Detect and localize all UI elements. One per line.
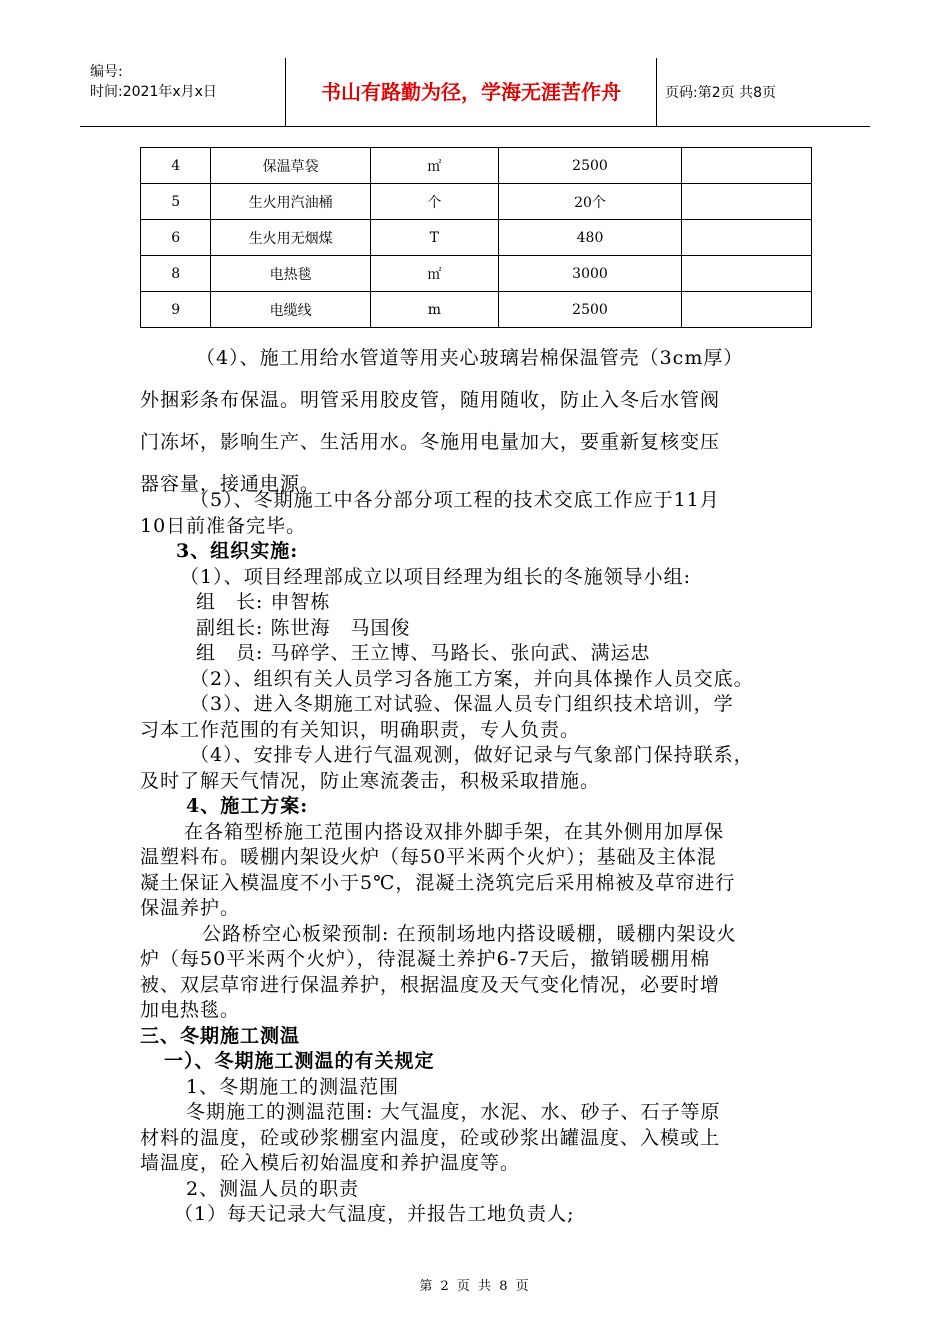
table-cell-note <box>682 148 812 184</box>
text-line: 外捆彩条布保温。明管采用胶皮管，随用随收，防止入冬后水管阀 <box>140 389 721 411</box>
header-page-number: 页码:第2页 共8页 <box>665 85 776 101</box>
page-header <box>80 58 870 127</box>
text-line: 习本工作范围的有关知识，明确职责，专人负责。 <box>140 718 581 741</box>
text-line: （4）、安排专人进行气温观测，做好记录与气象部门保持联系， <box>190 744 754 766</box>
text-line: 墙温度，砼入模后初始温度和养护温度等。 <box>140 1152 521 1174</box>
table-row <box>141 148 812 184</box>
table-cell-qty: 20个 <box>498 184 682 220</box>
section-heading-construction-plan: 4、施工方案: <box>186 795 309 817</box>
text-line: 公路桥空心板梁预制: 在预制场地内搭设暖棚，暖棚内架设火 <box>202 922 737 945</box>
page-footer: 第 2 页 共 8 页 <box>419 1279 531 1294</box>
text-line: （4）、施工用给水管道等用夹心玻璃岩棉保温管壳（3cm厚） <box>196 347 744 369</box>
text-line: 组 员: 马碎学、王立博、马路长、张向武、满运忠 <box>196 642 651 664</box>
text-line: 温塑料布。暖棚内架设火炉（每50平米两个火炉）；基础及主体混 <box>140 846 717 868</box>
text-line: 材料的温度，砼或砂浆棚室内温度，砼或砂浆出罐温度、入模或上 <box>140 1126 721 1149</box>
table-cell-unit: ㎡ <box>370 148 498 184</box>
text-line: 保温养护。 <box>140 897 241 919</box>
paragraph-water-pipes <box>140 337 812 505</box>
body-text-block <box>140 488 812 1228</box>
table-cell-no: 6 <box>141 220 211 256</box>
table-cell-name: 生火用汽油桶 <box>211 184 371 220</box>
text-line: 炉（每50平米两个火炉），待混凝土养护6-7天后，撤销暖棚用棉 <box>140 948 711 970</box>
table-row <box>141 184 812 220</box>
header-meta <box>90 62 217 102</box>
text-line: 被、双层草帘进行保温养护，根据温度及天气变化情况，必要时增 <box>140 973 721 996</box>
text-line: 2、测温人员的职责 <box>186 1177 360 1200</box>
text-line: 1、冬期施工的测温范围 <box>186 1075 400 1098</box>
text-line: 门冻坏，影响生产、生活用水。冬施用电量加大，要重新复核变压 <box>140 431 721 453</box>
table-cell-note <box>682 220 812 256</box>
materials-table <box>140 147 812 328</box>
text-line: 及时了解天气情况，防止寒流袭击，积极采取措施。 <box>140 769 601 792</box>
text-line: （1）、项目经理部成立以项目经理为组长的冬施领导小组: <box>180 565 691 588</box>
table-cell-unit: T <box>370 220 498 256</box>
subsection-heading-regulations: 一）、冬期施工测温的有关规定 <box>164 1050 435 1072</box>
table-cell-unit: 个 <box>370 184 498 220</box>
table-cell-qty: 480 <box>498 220 682 256</box>
text-line: （3）、进入冬期施工对试验、保温人员专门组织技术培训，学 <box>190 693 734 715</box>
table-row <box>141 256 812 292</box>
table-cell-name: 生火用无烟煤 <box>211 220 371 256</box>
text-line: 在各箱型桥施工范围内搭设双排外脚手架，在其外侧用加厚保 <box>184 820 725 843</box>
table-row <box>141 292 812 328</box>
header-motto: 书山有路勤为径，学海无涯苦作舟 <box>285 58 657 126</box>
text-line: 加电热毯。 <box>140 999 241 1021</box>
table-row <box>141 220 812 256</box>
text-line: 冬期施工的测温范围: 大气温度，水泥、水、砂子、石子等原 <box>186 1101 721 1123</box>
text-line: 副组长: 陈世海 马国俊 <box>196 616 411 639</box>
table-cell-name: 电热毯 <box>211 256 371 292</box>
text-line: 10日前准备完毕。 <box>140 514 307 537</box>
table-cell-name: 电缆线 <box>211 292 371 328</box>
table-cell-unit: ㎡ <box>370 256 498 292</box>
text-line: 器容量，接通电源。 <box>140 473 321 495</box>
table-cell-no: 8 <box>141 256 211 292</box>
table-cell-qty: 3000 <box>498 256 682 292</box>
table-cell-no: 4 <box>141 148 211 184</box>
table-cell-note <box>682 256 812 292</box>
table-cell-note <box>682 292 812 328</box>
table-cell-qty: 2500 <box>498 148 682 184</box>
text-line: 组 长: 申智栋 <box>196 591 331 613</box>
text-line: （1）每天记录大气温度，并报告工地负责人; <box>174 1203 575 1225</box>
table-cell-no: 5 <box>141 184 211 220</box>
document-number-label: 编号: <box>90 64 123 80</box>
text-line: （5）、冬期施工中各分部分项工程的技术交底工作应于11月 <box>190 489 720 511</box>
table-cell-name: 保温草袋 <box>211 148 371 184</box>
table-cell-unit: m <box>370 292 498 328</box>
table-cell-note <box>682 184 812 220</box>
document-time-label: 时间:2021年x月x日 <box>90 84 217 100</box>
section-heading-temperature-measurement: 三、冬期施工测温 <box>140 1024 301 1047</box>
section-heading-organization: 3、组织实施: <box>176 540 299 562</box>
table-cell-qty: 2500 <box>498 292 682 328</box>
table-cell-no: 9 <box>141 292 211 328</box>
text-line: （2）、组织有关人员学习各施工方案，并向具体操作人员交底。 <box>190 667 754 690</box>
text-line: 凝土保证入模温度不小于5℃，混凝土浇筑完后采用棉被及草帘进行 <box>140 871 736 894</box>
